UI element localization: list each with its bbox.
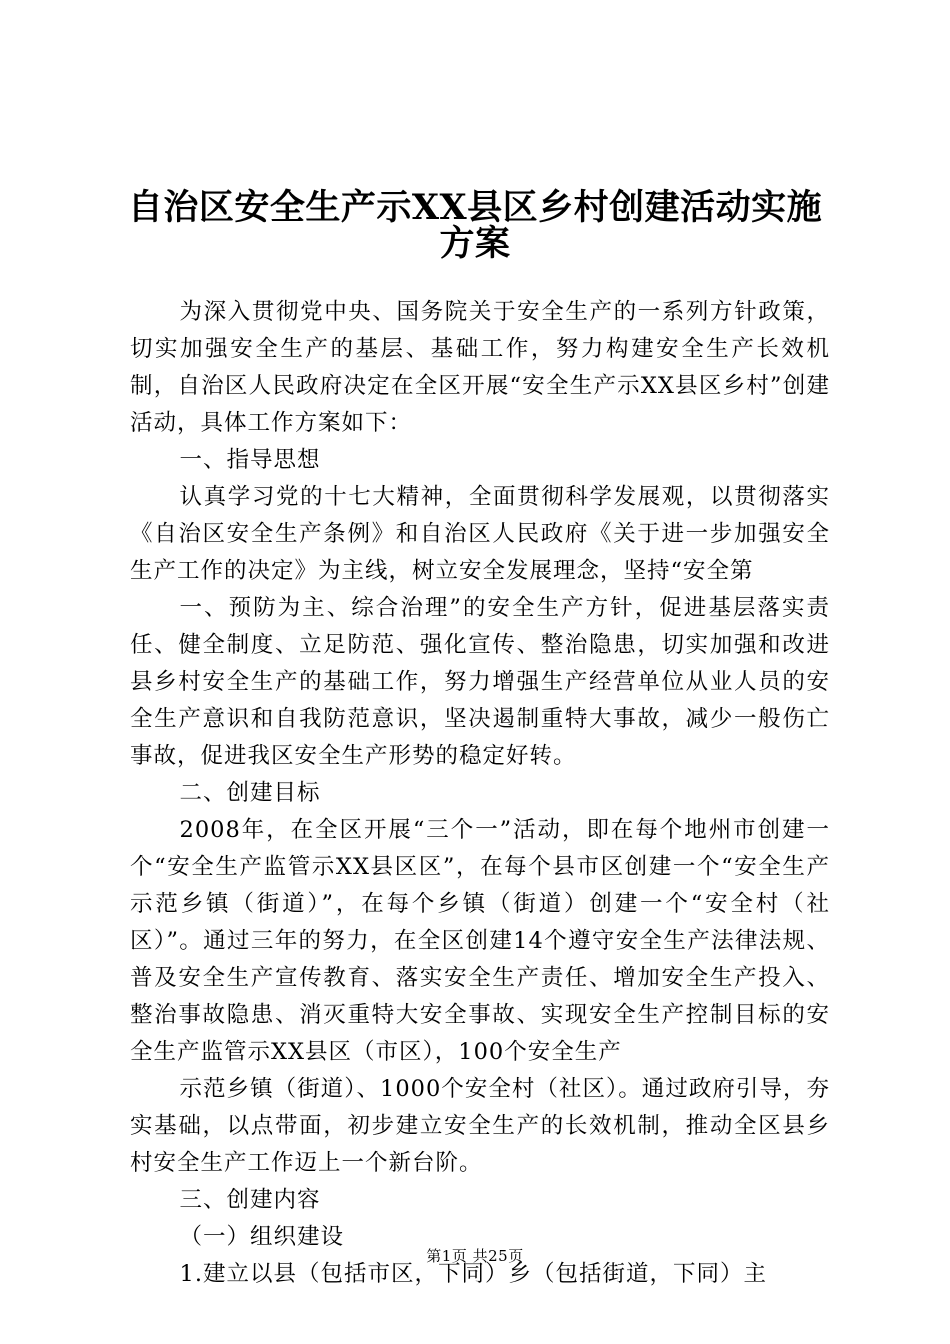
intro-paragraph: 为深入贯彻党中央、国务院关于安全生产的一系列方针政策，切实加强安全生产的基层、基础工作，努力构建安全生产长效机制，自治区人民政府决定在全区开展“安全生产示XX县区乡村”创建活动，具体工作方案如下：: [130, 299, 830, 436]
document-title-line-1: 自治区安全生产示XX县区乡村创建活动实施: [127, 187, 823, 228]
section-heading-goals: 二、创建目标: [179, 780, 321, 806]
document-title-line-2: 方案: [439, 223, 511, 264]
subsection-heading-organization: （一）组织建设: [179, 1224, 345, 1250]
list-item: 1.建立以县（包括市区，下同）乡（包括街道，下同）主: [179, 1261, 767, 1287]
document-body: [130, 294, 830, 1293]
body-paragraph: 一、预防为主、综合治理”的安全生产方针，促进基层落实责任、健全制度、立足防范、强化宣传、整治隐患，切实加强和改进县乡村安全生产的基础工作，努力增强生产经营单位从业人员的安全生产意识和自我防范意识，坚决遏制重特大事故，减少一般伤亡事故，促进我区安全生产形势的稳定好转。: [130, 595, 830, 769]
page-number-footer: 第1页 共25页: [426, 1247, 524, 1265]
body-paragraph: 示范乡镇（街道）、1000个安全村（社区）。通过政府引导，夯实基础，以点带面，初步建立安全生产的长效机制，推动全区县乡村安全生产工作迈上一个新台阶。: [130, 1076, 830, 1176]
body-paragraph: 2008年，在全区开展“三个一”活动，即在每个地州市创建一个“安全生产监管示XX县区区”，在每个县市区创建一个“安全生产示范乡镇（街道）”，在每个乡镇（街道）创建一个“安全村（社区）”。通过三年的努力，在全区创建14个遵守安全生产法律法规、普及安全生产宣传教育、落实安全生产责任、增加安全生产投入、整治事故隐患、消灭重特大安全事故、实现安全生产控制目标的安全生产监管示XX县区（市区），100个安全生产: [130, 817, 830, 1065]
body-paragraph: 认真学习党的十七大精神，全面贯彻科学发展观，以贯彻落实《自治区安全生产条例》和自治区人民政府《关于进一步加强安全生产工作的决定》为主线，树立安全发展理念，坚持“安全第: [130, 484, 830, 584]
section-heading-guiding-thought: 一、指导思想: [179, 447, 321, 473]
section-heading-content: 三、创建内容: [179, 1187, 321, 1213]
